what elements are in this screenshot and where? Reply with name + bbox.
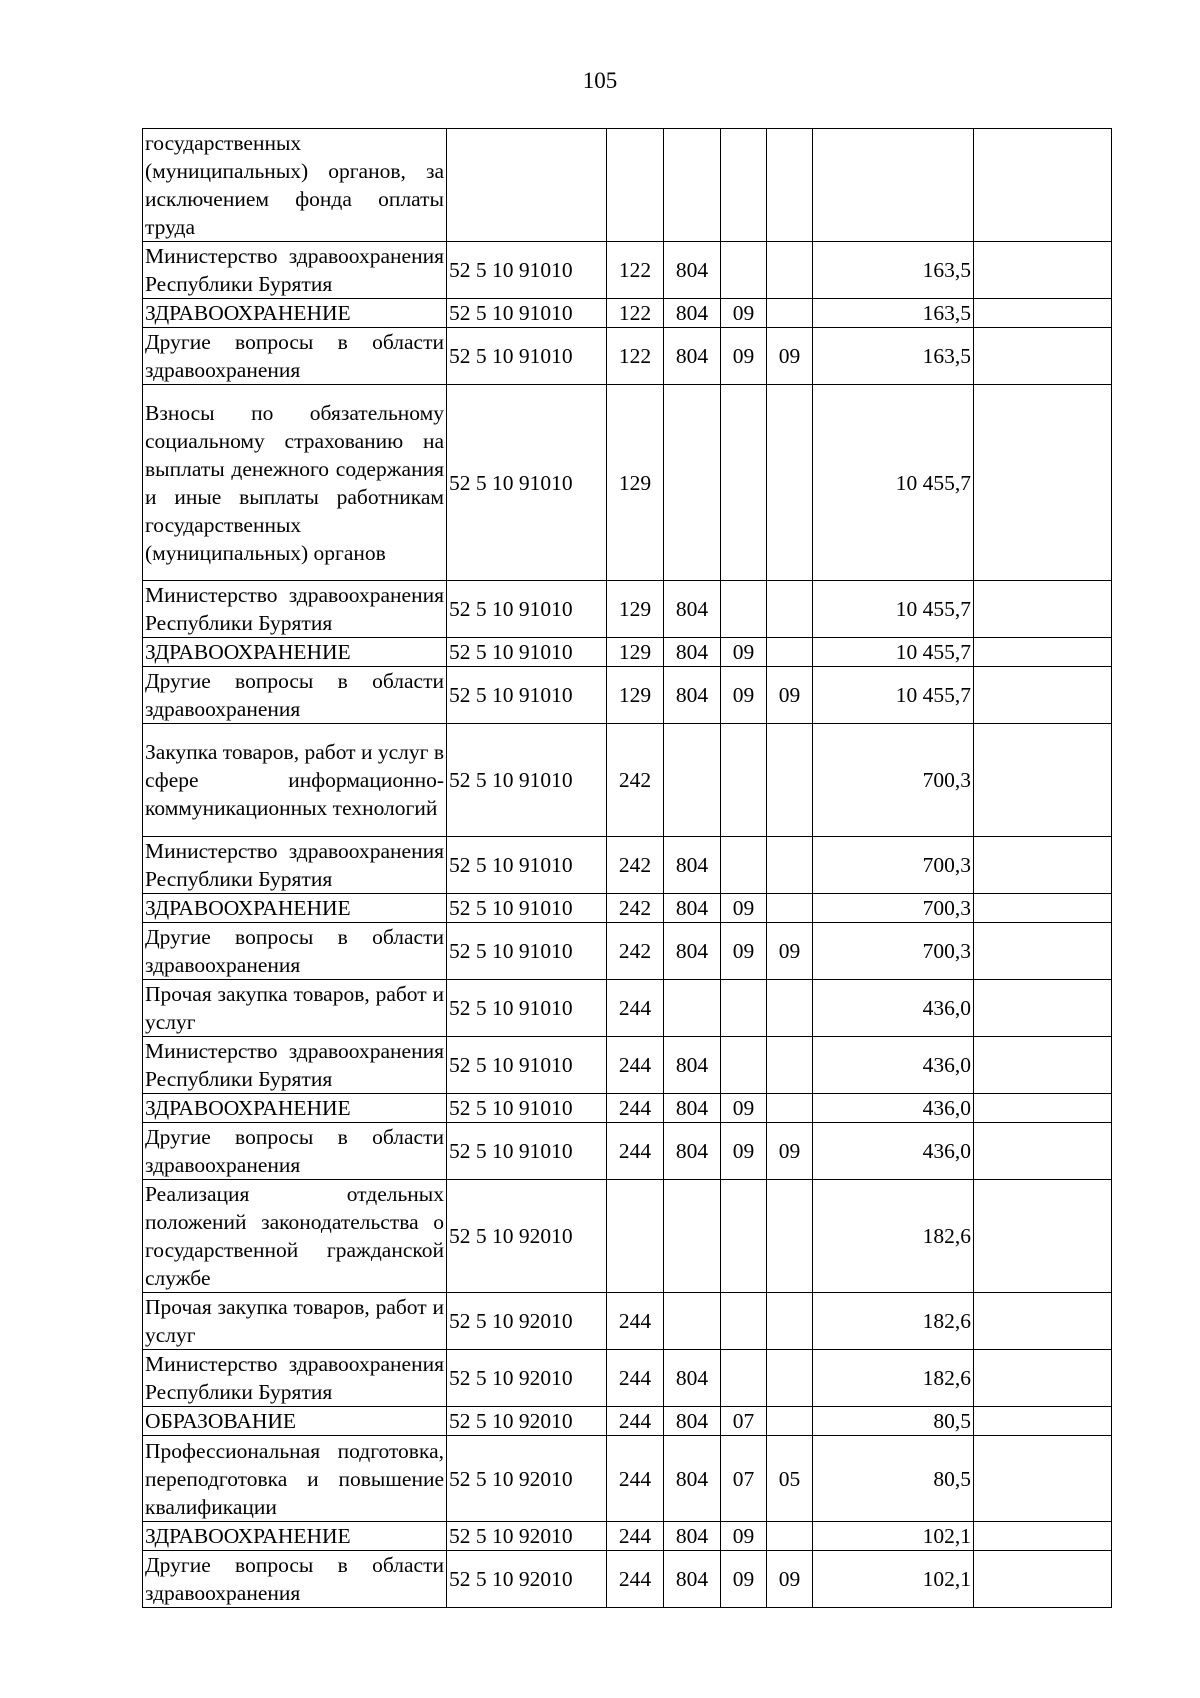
row-name: Министерство здравоохранения Республики Бурятия (143, 1037, 447, 1094)
administrator-code: 804 (664, 1436, 721, 1522)
blank-cell (974, 242, 1112, 299)
expense-type-code: 244 (607, 1094, 664, 1123)
table-row (143, 299, 1112, 328)
section-code: 09 (721, 328, 767, 385)
row-name: Закупка товаров, работ и услуг в сфере информационно-коммуникационных технологий (143, 724, 447, 837)
expense-type-code: 244 (607, 1123, 664, 1180)
expense-type-code: 242 (607, 894, 664, 923)
row-name: Реализация отдельных положений законодательства о государственной гражданской службе (143, 1180, 447, 1293)
target-article-code (447, 129, 607, 242)
administrator-code (664, 1293, 721, 1350)
row-name: ОБРАЗОВАНИЕ (143, 1407, 447, 1436)
section-code (721, 980, 767, 1037)
subsection-code: 09 (767, 667, 813, 724)
section-code (721, 1293, 767, 1350)
target-article-code: 52 5 10 91010 (447, 638, 607, 667)
section-code (721, 1037, 767, 1094)
section-code: 09 (721, 1094, 767, 1123)
subsection-code (767, 837, 813, 894)
blank-cell (974, 1436, 1112, 1522)
table-row (143, 1522, 1112, 1551)
row-name: Взносы по обязательному социальному страхованию на выплаты денежного содержания и иные выплаты работникам государственных (муниципальных) органов (143, 385, 447, 581)
amount: 700,3 (813, 894, 974, 923)
administrator-code: 804 (664, 1094, 721, 1123)
administrator-code: 804 (664, 667, 721, 724)
administrator-code: 804 (664, 581, 721, 638)
row-name: ЗДРАВООХРАНЕНИЕ (143, 1522, 447, 1551)
administrator-code: 804 (664, 1407, 721, 1436)
table-row (143, 1407, 1112, 1436)
expense-type-code: 129 (607, 581, 664, 638)
table-row (143, 724, 1112, 837)
target-article-code: 52 5 10 92010 (447, 1350, 607, 1407)
table-row (143, 1350, 1112, 1407)
target-article-code: 52 5 10 92010 (447, 1522, 607, 1551)
table-row (143, 837, 1112, 894)
subsection-code: 09 (767, 923, 813, 980)
target-article-code: 52 5 10 91010 (447, 1094, 607, 1123)
expense-type-code: 244 (607, 1436, 664, 1522)
blank-cell (974, 328, 1112, 385)
section-code (721, 242, 767, 299)
target-article-code: 52 5 10 91010 (447, 242, 607, 299)
expense-type-code: 244 (607, 1293, 664, 1350)
row-name: Другие вопросы в области здравоохранения (143, 1551, 447, 1608)
section-code (721, 724, 767, 837)
expense-type-code: 244 (607, 1037, 664, 1094)
target-article-code: 52 5 10 92010 (447, 1436, 607, 1522)
section-code: 09 (721, 1522, 767, 1551)
target-article-code: 52 5 10 91010 (447, 923, 607, 980)
administrator-code: 804 (664, 638, 721, 667)
administrator-code: 804 (664, 1350, 721, 1407)
amount: 80,5 (813, 1407, 974, 1436)
table-row (143, 1094, 1112, 1123)
section-code: 09 (721, 667, 767, 724)
subsection-code (767, 242, 813, 299)
amount: 182,6 (813, 1180, 974, 1293)
target-article-code: 52 5 10 92010 (447, 1407, 607, 1436)
subsection-code (767, 1293, 813, 1350)
expense-type-code: 244 (607, 1407, 664, 1436)
target-article-code: 52 5 10 91010 (447, 581, 607, 638)
administrator-code: 804 (664, 328, 721, 385)
row-name: Другие вопросы в области здравоохранения (143, 667, 447, 724)
row-name: государственных (муниципальных) органов, за исключением фонда оплаты труда (143, 129, 447, 242)
expense-type-code: 122 (607, 242, 664, 299)
subsection-code: 09 (767, 328, 813, 385)
amount: 436,0 (813, 980, 974, 1037)
row-name: Прочая закупка товаров, работ и услуг (143, 1293, 447, 1350)
subsection-code: 09 (767, 1551, 813, 1608)
blank-cell (974, 1293, 1112, 1350)
section-code: 07 (721, 1407, 767, 1436)
target-article-code: 52 5 10 91010 (447, 837, 607, 894)
subsection-code (767, 724, 813, 837)
section-code (721, 1350, 767, 1407)
blank-cell (974, 1551, 1112, 1608)
administrator-code: 804 (664, 894, 721, 923)
expense-type-code: 129 (607, 385, 664, 581)
target-article-code: 52 5 10 91010 (447, 980, 607, 1037)
budget-table (142, 128, 1112, 1608)
subsection-code (767, 581, 813, 638)
section-code: 09 (721, 638, 767, 667)
section-code: 09 (721, 1551, 767, 1608)
subsection-code (767, 1094, 813, 1123)
subsection-code (767, 1037, 813, 1094)
subsection-code: 05 (767, 1436, 813, 1522)
amount: 436,0 (813, 1123, 974, 1180)
target-article-code: 52 5 10 91010 (447, 894, 607, 923)
administrator-code: 804 (664, 242, 721, 299)
target-article-code: 52 5 10 91010 (447, 1037, 607, 1094)
expense-type-code: 129 (607, 667, 664, 724)
expense-type-code (607, 1180, 664, 1293)
subsection-code (767, 894, 813, 923)
row-name: ЗДРАВООХРАНЕНИЕ (143, 638, 447, 667)
target-article-code: 52 5 10 91010 (447, 724, 607, 837)
row-name: Министерство здравоохранения Республики Бурятия (143, 837, 447, 894)
table-row (143, 1293, 1112, 1350)
administrator-code (664, 724, 721, 837)
target-article-code: 52 5 10 91010 (447, 667, 607, 724)
table-row (143, 1551, 1112, 1608)
table-row (143, 923, 1112, 980)
section-code: 09 (721, 923, 767, 980)
table-row (143, 242, 1112, 299)
blank-cell (974, 385, 1112, 581)
table-row (143, 581, 1112, 638)
blank-cell (974, 923, 1112, 980)
administrator-code: 804 (664, 1037, 721, 1094)
expense-type-code: 242 (607, 837, 664, 894)
subsection-code (767, 129, 813, 242)
table-row (143, 385, 1112, 581)
table-row (143, 980, 1112, 1037)
amount: 700,3 (813, 837, 974, 894)
administrator-code: 804 (664, 923, 721, 980)
section-code: 09 (721, 894, 767, 923)
section-code (721, 385, 767, 581)
budget-table-body (143, 129, 1112, 1608)
row-name: ЗДРАВООХРАНЕНИЕ (143, 894, 447, 923)
blank-cell (974, 1123, 1112, 1180)
row-name: Прочая закупка товаров, работ и услуг (143, 980, 447, 1037)
page-number: 105 (582, 68, 618, 93)
section-code: 07 (721, 1436, 767, 1522)
blank-cell (974, 894, 1112, 923)
blank-cell (974, 1094, 1112, 1123)
row-name: Министерство здравоохранения Республики Бурятия (143, 242, 447, 299)
section-code: 09 (721, 1123, 767, 1180)
expense-type-code: 244 (607, 1551, 664, 1608)
amount (813, 129, 974, 242)
blank-cell (974, 1037, 1112, 1094)
blank-cell (974, 1180, 1112, 1293)
subsection-code (767, 1407, 813, 1436)
amount: 10 455,7 (813, 385, 974, 581)
expense-type-code: 244 (607, 1522, 664, 1551)
blank-cell (974, 299, 1112, 328)
row-name: ЗДРАВООХРАНЕНИЕ (143, 1094, 447, 1123)
amount: 80,5 (813, 1436, 974, 1522)
subsection-code (767, 1350, 813, 1407)
amount: 10 455,7 (813, 581, 974, 638)
section-code (721, 129, 767, 242)
subsection-code (767, 980, 813, 1037)
amount: 163,5 (813, 328, 974, 385)
row-name: Министерство здравоохранения Республики Бурятия (143, 581, 447, 638)
amount: 10 455,7 (813, 638, 974, 667)
expense-type-code: 244 (607, 1350, 664, 1407)
blank-cell (974, 129, 1112, 242)
amount: 163,5 (813, 242, 974, 299)
blank-cell (974, 581, 1112, 638)
target-article-code: 52 5 10 92010 (447, 1293, 607, 1350)
table-row (143, 328, 1112, 385)
expense-type-code: 129 (607, 638, 664, 667)
expense-type-code (607, 129, 664, 242)
row-name: ЗДРАВООХРАНЕНИЕ (143, 299, 447, 328)
administrator-code (664, 1180, 721, 1293)
administrator-code: 804 (664, 1123, 721, 1180)
blank-cell (974, 667, 1112, 724)
row-name: Другие вопросы в области здравоохранения (143, 328, 447, 385)
target-article-code: 52 5 10 91010 (447, 299, 607, 328)
row-name: Другие вопросы в области здравоохранения (143, 1123, 447, 1180)
blank-cell (974, 638, 1112, 667)
administrator-code: 804 (664, 1551, 721, 1608)
expense-type-code: 242 (607, 724, 664, 837)
expense-type-code: 242 (607, 923, 664, 980)
blank-cell (974, 837, 1112, 894)
section-code (721, 837, 767, 894)
amount: 102,1 (813, 1551, 974, 1608)
table-row (143, 129, 1112, 242)
table-row (143, 894, 1112, 923)
subsection-code (767, 1180, 813, 1293)
row-name: Министерство здравоохранения Республики Бурятия (143, 1350, 447, 1407)
expense-type-code: 122 (607, 299, 664, 328)
blank-cell (974, 724, 1112, 837)
administrator-code: 804 (664, 299, 721, 328)
administrator-code (664, 129, 721, 242)
table-row (143, 1436, 1112, 1522)
amount: 182,6 (813, 1350, 974, 1407)
administrator-code: 804 (664, 837, 721, 894)
blank-cell (974, 980, 1112, 1037)
administrator-code (664, 980, 721, 1037)
subsection-code (767, 1522, 813, 1551)
target-article-code: 52 5 10 92010 (447, 1551, 607, 1608)
target-article-code: 52 5 10 91010 (447, 1123, 607, 1180)
amount: 436,0 (813, 1094, 974, 1123)
amount: 10 455,7 (813, 667, 974, 724)
amount: 436,0 (813, 1037, 974, 1094)
target-article-code: 52 5 10 91010 (447, 328, 607, 385)
blank-cell (974, 1350, 1112, 1407)
table-row (143, 1037, 1112, 1094)
table-row (143, 638, 1112, 667)
amount: 700,3 (813, 923, 974, 980)
target-article-code: 52 5 10 91010 (447, 385, 607, 581)
table-row (143, 1180, 1112, 1293)
target-article-code: 52 5 10 92010 (447, 1180, 607, 1293)
amount: 102,1 (813, 1522, 974, 1551)
table-row (143, 1123, 1112, 1180)
row-name: Другие вопросы в области здравоохранения (143, 923, 447, 980)
row-name: Профессиональная подготовка, переподготовка и повышение квалификации (143, 1436, 447, 1522)
blank-cell (974, 1522, 1112, 1551)
subsection-code (767, 638, 813, 667)
administrator-code (664, 385, 721, 581)
expense-type-code: 244 (607, 980, 664, 1037)
amount: 700,3 (813, 724, 974, 837)
subsection-code: 09 (767, 1123, 813, 1180)
blank-cell (974, 1407, 1112, 1436)
section-code (721, 581, 767, 638)
administrator-code: 804 (664, 1522, 721, 1551)
subsection-code (767, 299, 813, 328)
expense-type-code: 122 (607, 328, 664, 385)
section-code: 09 (721, 299, 767, 328)
subsection-code (767, 385, 813, 581)
amount: 182,6 (813, 1293, 974, 1350)
table-row (143, 667, 1112, 724)
section-code (721, 1180, 767, 1293)
amount: 163,5 (813, 299, 974, 328)
